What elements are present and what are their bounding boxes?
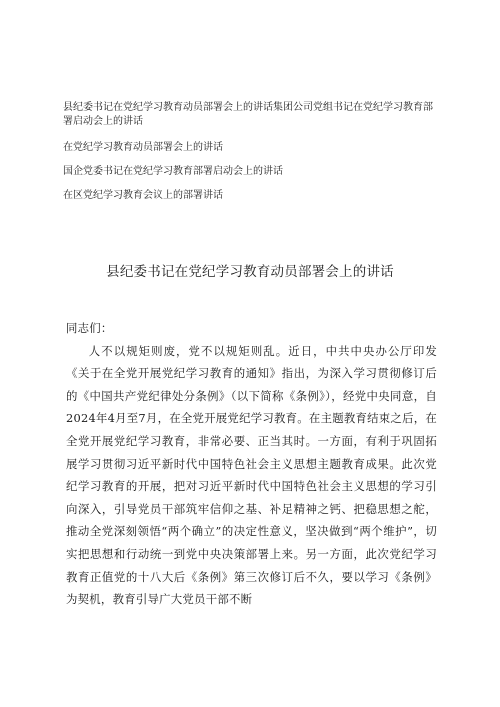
- toc-item: 县纪委书记在党纪学习教育动员部署会上的讲话集团公司党组书记在党纪学习教育部署启动会上的讲话: [63, 102, 433, 127]
- body-paragraph: 人不以规矩则废，党不以规矩则乱。近日，中共中央办公厅印发《关于在全党开展党纪学习教育的通知》指出，为深入学习贯彻修订后的《中国共产党纪律处分条例》（以下简称《条例》），经党中央同意，自2024年4月至7月，在全党开展党纪学习教育。在主题教育结束之后，在全党开展党纪学习教育，非常必要、正当其时。一方面，有利于巩固拓展学习贯彻习近平新时代中国特色社会主义思想主题教育成果。此次党纪学习教育的开展，把对习近平新时代中国特色社会主义思想的学习引向深入，引导党员干部筑牢信仰之基、补足精神之钙、把稳思想之舵，推动全党深刻领悟“两个确立”的决定性意义，坚决做到“两个维护”，切实把思想和行动统一到党中央决策部署上来。另一方面，此次党纪学习教育正值党的十八大后《条例》第三次修订后不久，要以学习《条例》为契机，教育引导广大党员干部不断: [66, 343, 437, 607]
- document-title: 县纪委书记在党纪学习教育动员部署会上的讲话: [106, 264, 394, 280]
- salutation: 同志们：: [66, 321, 113, 335]
- table-of-contents: [63, 101, 441, 213]
- toc-item: 在党纪学习教育动员部署会上的讲话: [63, 142, 223, 153]
- document-body: [66, 317, 437, 611]
- toc-item: 在区党纪学习教育会议上的部署讲话: [63, 190, 223, 201]
- toc-item: 国企党委书记在党纪学习教育部署启动会上的讲话: [63, 166, 283, 177]
